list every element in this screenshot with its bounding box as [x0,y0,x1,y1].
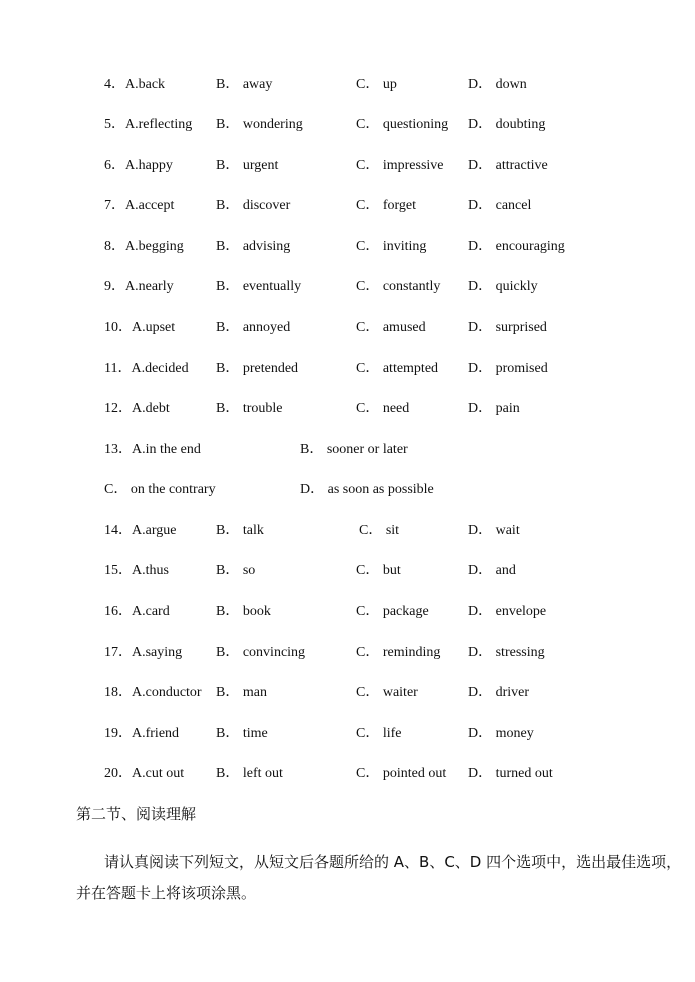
option-b: B． left out [216,766,283,781]
option-b: B． time [216,726,268,741]
option-a: 20．A.cut out [104,766,185,781]
option-a: 11．A.decided [104,361,189,376]
question-row-19 [0,723,695,745]
question-row-13-continued [0,479,695,501]
option-c: C． attempted [356,361,439,376]
question-row-8 [0,236,695,258]
option-a: 13．A.in the end [104,442,201,457]
option-b: B． pretended [216,361,299,376]
option-d: D． cancel [468,198,532,213]
option-d: D． money [468,726,534,741]
option-a: 9．A.nearly [104,279,174,294]
option-b: B． man [216,685,267,700]
option-b: B． trouble [216,401,283,416]
option-a: 19．A.friend [104,726,180,741]
question-row-15 [0,560,695,582]
option-c: C． forget [356,198,417,213]
question-row-14 [0,520,695,542]
question-row-11 [0,358,695,380]
option-b: B． convincing [216,645,306,660]
question-row-12 [0,398,695,420]
question-row-9 [0,276,695,298]
question-row-6 [0,155,695,177]
option-c: C． questioning [356,117,449,132]
option-a: 10．A.upset [104,320,176,335]
option-c: C． constantly [356,279,441,294]
option-c: C． up [356,77,397,92]
section-instruction-line-2: 并在答题卡上将该项涂黑。 [76,884,257,902]
option-b: B． eventually [216,279,302,294]
question-row-17 [0,642,695,664]
option-c: C． waiter [356,685,418,700]
option-b: B． so [216,563,256,578]
option-d: D． turned out [468,766,553,781]
option-d: D． encouraging [468,239,565,254]
option-d: D． wait [468,523,520,538]
option-b: B． book [216,604,271,619]
option-a: 15．A.thus [104,563,169,578]
option-d: D． as soon as possible [300,482,434,497]
question-row-10 [0,317,695,339]
section-title: 第二节、阅读理解 [76,805,197,823]
option-b: B． urgent [216,158,279,173]
option-b: B． advising [216,239,291,254]
option-c: C． life [356,726,402,741]
option-d: D． envelope [468,604,547,619]
option-a: 16．A.card [104,604,170,619]
option-b: B． discover [216,198,291,213]
question-row-16 [0,601,695,623]
option-a: 14．A.argue [104,523,177,538]
option-c: C． sit [359,523,400,538]
option-a: 5．A.reflecting [104,117,193,132]
question-row-13 [0,439,695,461]
option-d: D． doubting [468,117,546,132]
option-c: C． but [356,563,401,578]
option-d: D． promised [468,361,548,376]
option-a: 12．A.debt [104,401,170,416]
option-c: C． pointed out [356,766,447,781]
question-row-5 [0,114,695,136]
option-d: D． stressing [468,645,545,660]
option-d: D． surprised [468,320,547,335]
option-b: B． annoyed [216,320,291,335]
question-row-18 [0,682,695,704]
option-d: D． attractive [468,158,548,173]
option-b: B． sooner or later [300,442,408,457]
option-a: 18．A.conductor [104,685,202,700]
question-row-20 [0,763,695,785]
option-c: C． package [356,604,429,619]
question-row-7 [0,195,695,217]
section-instruction-line-1: 请认真阅读下列短文，从短文后各题所给的 A、B、C、D 四个选项中，选出最佳选项， [104,853,682,871]
option-d: D． down [468,77,527,92]
option-d: D． pain [468,401,520,416]
option-b: B． wondering [216,117,303,132]
option-a: 7．A.accept [104,198,175,213]
option-a: 4．A.back [104,77,166,92]
option-c: C． reminding [356,645,441,660]
option-c: C． need [356,401,410,416]
option-a: 8．A.begging [104,239,184,254]
option-d: D． driver [468,685,530,700]
option-c: C． impressive [356,158,444,173]
option-d: D． quickly [468,279,538,294]
question-row-4 [0,74,695,96]
option-c: C． on the contrary [104,482,216,497]
option-a: 17．A.saying [104,645,183,660]
option-a: 6．A.happy [104,158,173,173]
option-b: B． talk [216,523,264,538]
option-c: C． inviting [356,239,427,254]
option-c: C． amused [356,320,426,335]
option-b: B． away [216,77,273,92]
option-d: D． and [468,563,516,578]
